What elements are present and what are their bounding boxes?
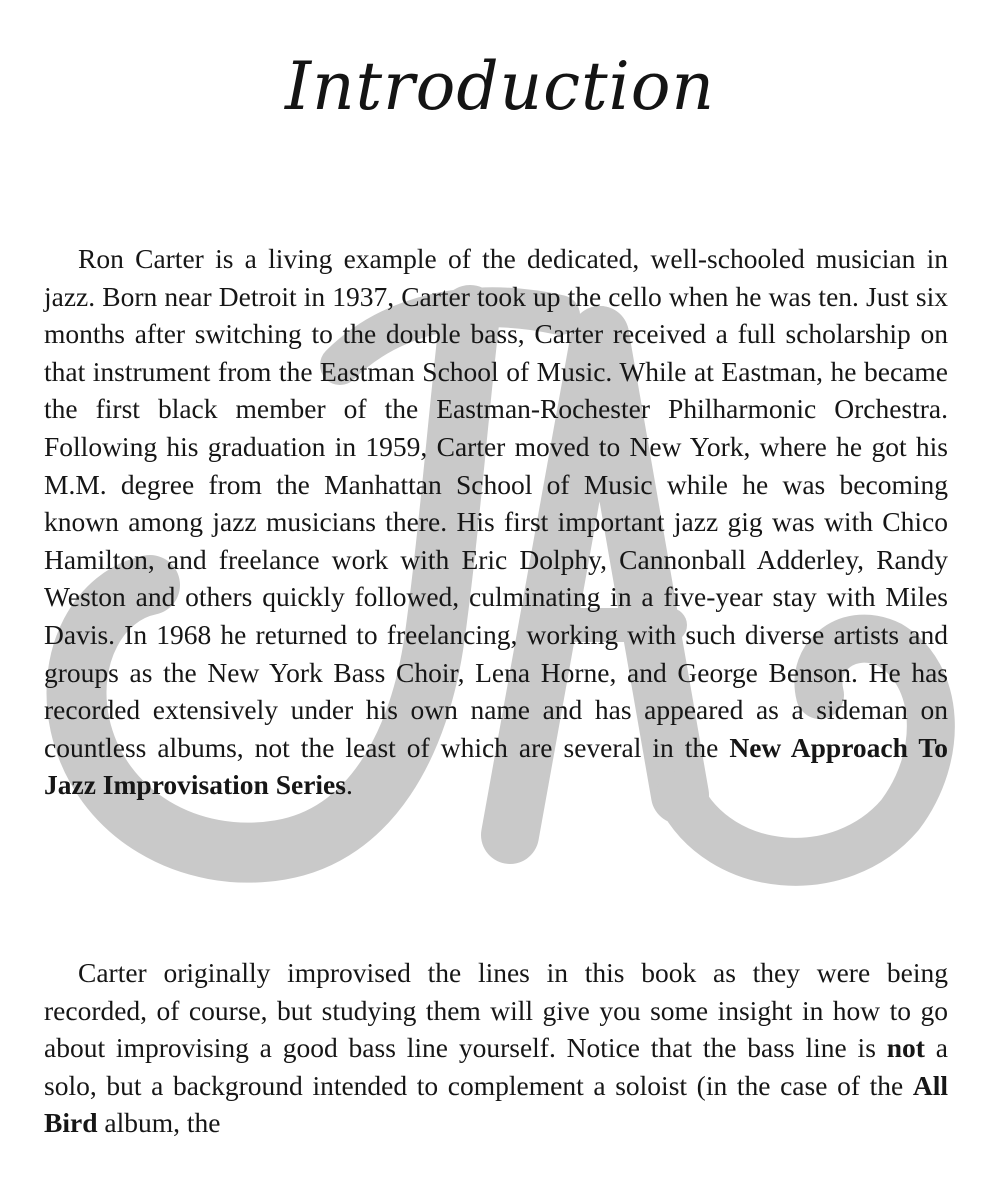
paragraph-1 <box>44 240 948 804</box>
series-title-bold: New Approach To Jazz Improvisation Series <box>44 731 949 801</box>
paragraph-2-text-b: a solo, but a background intended to complement a soloist (in the case of the <box>44 1032 948 1101</box>
paragraph-2 <box>44 954 948 1142</box>
paragraph-1-text-a: Ron Carter is a living example of the dedicated, well-schooled musician in jazz. Born near Detroit in 1937, Carter took up the cello when he was ten. Just six months after switching to the double bass, Carter received a full scholarship on that instrument from the Eastman School of Music. While at Eastman, he became the first black member of the Eastman-Rochester Philharmonic Orchestra. Following his graduation in 1959, Carter moved to New York, where he got his M.M. degree from the Manhattan School of Music while he was becoming known among jazz musicians there. His first important jazz gig was with Chico Hamilton, and freelance work with Eric Dolphy, Cannonball Adderley, Randy Weston and others quickly followed, culminating in a five-year stay with Miles Davis. In 1968 he returned to freelancing, working with such diverse artists and groups as the New York Bass Choir, Lena Horne, and George Benson. He has recorded extensively under his own name and has appeared as a sideman on countless albums, not the least of which are several in the <box>44 243 948 763</box>
paragraph-2-text-c: album, the <box>97 1107 221 1139</box>
paragraph-2-text-a: Carter originally improvised the lines in this book as they were being recorded, of course, but studying them will give you some insight in how to go about improvising a good bass line yourself. Notice that the bass line is <box>44 957 948 1064</box>
not-bold: not <box>886 1032 925 1064</box>
page-title: Introduction <box>285 48 715 125</box>
paragraph-1-text-b: . <box>345 769 353 801</box>
album-title-bold: All Bird <box>44 1069 948 1139</box>
